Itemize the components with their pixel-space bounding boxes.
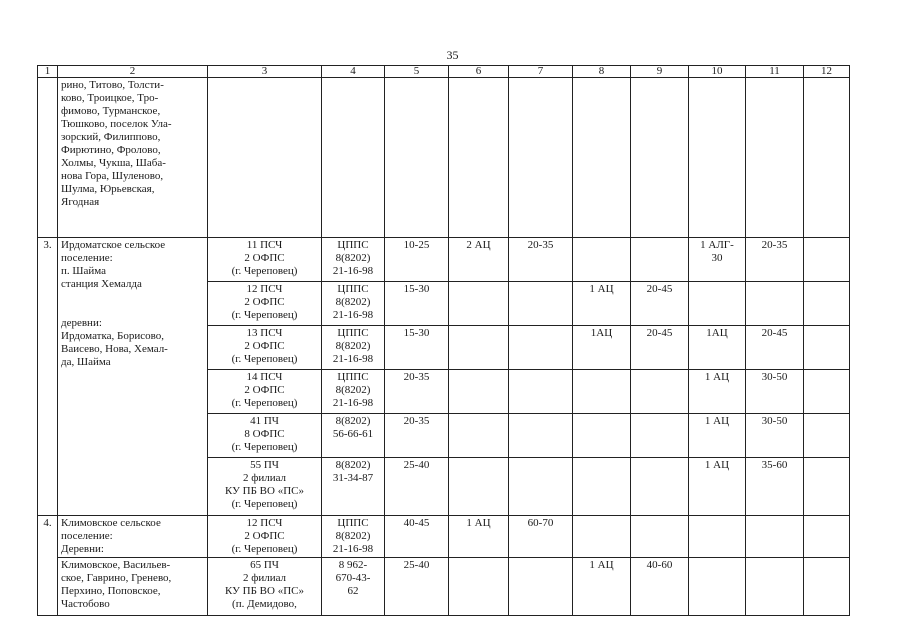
vehicles: 1 АЦ xyxy=(689,370,746,414)
time-range xyxy=(631,414,689,458)
fire-unit: 12 ПСЧ 2 ОФПС (г. Череповец) xyxy=(208,282,322,326)
time-range xyxy=(509,414,573,458)
fire-coverage-table xyxy=(37,65,850,616)
table-row xyxy=(38,558,850,616)
col-header: 8 xyxy=(573,66,631,78)
time-range xyxy=(631,238,689,282)
time-range: 60-70 xyxy=(509,516,573,558)
col-header: 10 xyxy=(689,66,746,78)
fire-unit: 11 ПСЧ 2 ОФПС (г. Череповец) xyxy=(208,238,322,282)
row-number: 3. xyxy=(38,238,58,516)
contact-phone: 8(8202) 56-66-61 xyxy=(322,414,385,458)
contact-phone: ЦППС 8(8202) 21-16-98 xyxy=(322,516,385,558)
note xyxy=(804,458,850,516)
vehicles xyxy=(449,414,509,458)
time-range xyxy=(509,282,573,326)
settlement-list: Климовское сельское поселение: Деревни: xyxy=(58,516,208,558)
col-header: 1 xyxy=(38,66,58,78)
table-row xyxy=(38,78,850,238)
time-range xyxy=(509,370,573,414)
time-range xyxy=(509,558,573,616)
col-header: 5 xyxy=(385,66,449,78)
time-range: 20-45 xyxy=(746,326,804,370)
contact-phone: ЦППС 8(8202) 21-16-98 xyxy=(322,326,385,370)
vehicles: 1 АЛГ- 30 xyxy=(689,238,746,282)
time-range xyxy=(631,370,689,414)
vehicles xyxy=(573,238,631,282)
settlement-list: Климовское, Васильев- ское, Гаврино, Гренево, Перхино, Поповское, Частобово xyxy=(58,558,208,616)
contact-phone: ЦППС 8(8202) 21-16-98 xyxy=(322,282,385,326)
vehicles xyxy=(573,414,631,458)
col-header: 6 xyxy=(449,66,509,78)
fire-unit: 41 ПЧ 8 ОФПС (г. Череповец) xyxy=(208,414,322,458)
time-range: 20-35 xyxy=(385,370,449,414)
note xyxy=(804,326,850,370)
vehicles: 1 АЦ xyxy=(689,414,746,458)
vehicles: 1АЦ xyxy=(689,326,746,370)
time-range: 30-50 xyxy=(746,414,804,458)
header-row xyxy=(38,66,850,78)
note xyxy=(804,516,850,558)
page-number: 35 xyxy=(446,48,459,62)
fire-unit: 55 ПЧ 2 филиал КУ ПБ ВО «ПС» (г. Череповец) xyxy=(208,458,322,516)
time-range: 15-30 xyxy=(385,326,449,370)
vehicles: 1АЦ xyxy=(573,326,631,370)
vehicles xyxy=(689,558,746,616)
time-range: 25-40 xyxy=(385,558,449,616)
table-row xyxy=(38,238,850,282)
vehicles: 1 АЦ xyxy=(689,458,746,516)
vehicles xyxy=(449,326,509,370)
col-header: 4 xyxy=(322,66,385,78)
time-range xyxy=(631,516,689,558)
vehicles xyxy=(449,558,509,616)
vehicles xyxy=(689,516,746,558)
fire-unit: 13 ПСЧ 2 ОФПС (г. Череповец) xyxy=(208,326,322,370)
col-header: 9 xyxy=(631,66,689,78)
fire-unit: 12 ПСЧ 2 ОФПС (г. Череповец) xyxy=(208,516,322,558)
vehicles xyxy=(689,282,746,326)
fire-unit: 65 ПЧ 2 филиал КУ ПБ ВО «ПС» (п. Демидово, xyxy=(208,558,322,616)
time-range: 40-60 xyxy=(631,558,689,616)
contact-phone: 8 962- 670-43- 62 xyxy=(322,558,385,616)
time-range: 20-35 xyxy=(385,414,449,458)
vehicles: 1 АЦ xyxy=(573,558,631,616)
row-number xyxy=(38,78,58,238)
time-range xyxy=(509,326,573,370)
note xyxy=(804,414,850,458)
time-range xyxy=(746,282,804,326)
time-range: 10-25 xyxy=(385,238,449,282)
time-range xyxy=(746,558,804,616)
time-range xyxy=(631,458,689,516)
col-header: 2 xyxy=(58,66,208,78)
vehicles: 1 АЦ xyxy=(449,516,509,558)
time-range: 30-50 xyxy=(746,370,804,414)
vehicles xyxy=(449,282,509,326)
time-range: 25-40 xyxy=(385,458,449,516)
col-header: 11 xyxy=(746,66,804,78)
note xyxy=(804,238,850,282)
contact-phone: 8(8202) 31-34-87 xyxy=(322,458,385,516)
time-range: 15-30 xyxy=(385,282,449,326)
time-range: 20-45 xyxy=(631,326,689,370)
contact-phone: ЦППС 8(8202) 21-16-98 xyxy=(322,370,385,414)
settlement-list: Ирдоматское сельское поселение: п. Шайма станция Хемалда деревни: Ирдоматка, Борисово, Ваисево, Нова, Хемал- да, Шайма xyxy=(58,238,208,516)
vehicles: 2 АЦ xyxy=(449,238,509,282)
col-header: 7 xyxy=(509,66,573,78)
note xyxy=(804,370,850,414)
row-number: 4. xyxy=(38,516,58,616)
fire-unit: 14 ПСЧ 2 ОФПС (г. Череповец) xyxy=(208,370,322,414)
time-range xyxy=(509,458,573,516)
note xyxy=(804,558,850,616)
vehicles: 1 АЦ xyxy=(573,282,631,326)
time-range: 20-45 xyxy=(631,282,689,326)
contact-phone: ЦППС 8(8202) 21-16-98 xyxy=(322,238,385,282)
vehicles xyxy=(449,370,509,414)
vehicles xyxy=(573,516,631,558)
col-header: 12 xyxy=(804,66,850,78)
time-range xyxy=(746,516,804,558)
vehicles xyxy=(573,458,631,516)
time-range: 20-35 xyxy=(509,238,573,282)
time-range: 20-35 xyxy=(746,238,804,282)
time-range: 40-45 xyxy=(385,516,449,558)
col-header: 3 xyxy=(208,66,322,78)
vehicles xyxy=(449,458,509,516)
vehicles xyxy=(573,370,631,414)
settlement-list: рино, Титово, Толсти- ково, Троицкое, Тро- фимово, Турманское, Тюшково, поселок Ула- зорский, Филиппово, Фирютино, Фролово, Холмы, Чукша, Шаба- нова Гора, Шуленово, Шулма, Юрьевская, Ягодная xyxy=(58,78,208,238)
time-range: 35-60 xyxy=(746,458,804,516)
note xyxy=(804,282,850,326)
table-row xyxy=(38,516,850,558)
